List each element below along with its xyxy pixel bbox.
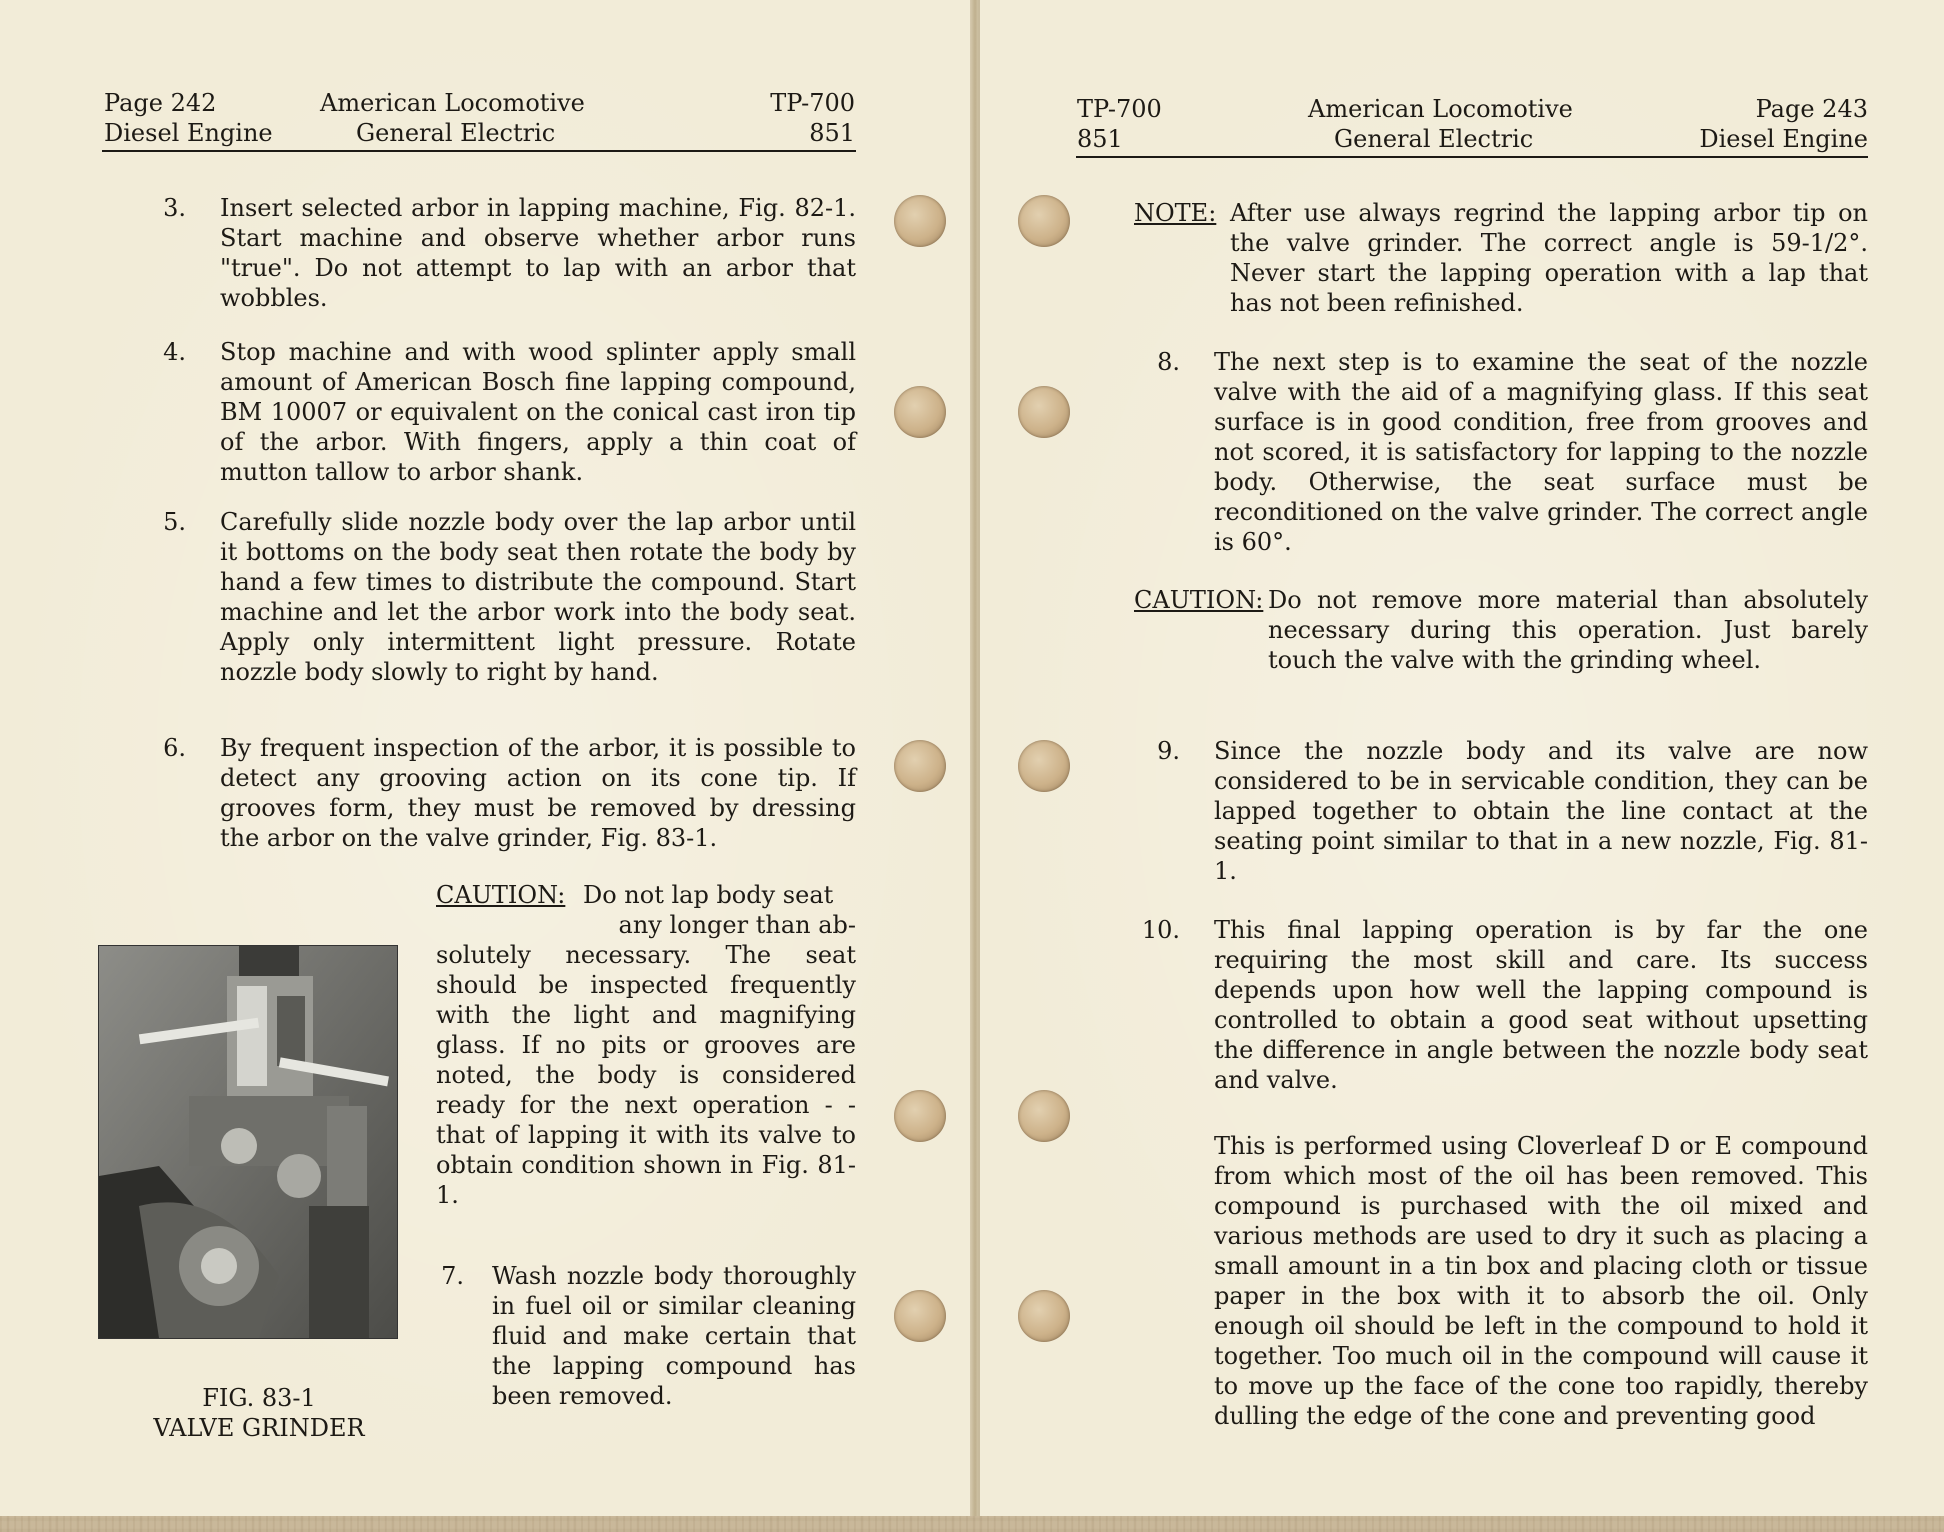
binder-hole xyxy=(894,740,946,792)
figure-caption xyxy=(98,1383,420,1443)
left-header-doc xyxy=(720,88,855,148)
caution-block xyxy=(436,880,856,1210)
item-text: Insert selected arbor in lapping machine, Fig. 82-1. Start machine and observe whether arbor runs "true". Do not attempt to lap with an arbor that wobbles. xyxy=(220,194,856,312)
valve-grinder-photo xyxy=(98,945,398,1339)
item-text: Since the nozzle body and its valve are now considered to be in servicable condition, they can be lapped together to obtain the line contact at the seating point similar to that in a new nozzle, Fig. 81-1. xyxy=(1214,737,1868,885)
header-rule xyxy=(1076,156,1868,158)
item-number: 3. xyxy=(163,194,186,222)
caution-text-line2: any longer than ab- xyxy=(618,911,856,939)
item-text: Stop machine and with wood splinter apply small amount of American Bosch fine lapping compound, BM 10007 or equivalent on the conical cast iron tip of the arbor. With fingers, apply a thin coat of mutton tallow to arbor shank. xyxy=(220,338,856,486)
item-text: The next step is to examine the seat of the nozzle valve with the aid of a magnifying glass. If this seat surface is in good condition, free from grooves and not scored, it is satisfactory for lapping to the nozzle body. Otherwise, the seat surface must be reconditioned on the valve grinder. The correct angle is 60°. xyxy=(1214,348,1868,556)
caution-label: CAUTION: xyxy=(1134,586,1264,614)
left-header-page xyxy=(104,88,273,148)
caution-text: solutely necessary. The seat should be inspected frequently with the light and magnifying glass. If no pits or grooves are noted, the body is considered ready for the next operation - - that of lapping it with its valve to obtain condition shown in Fig. 81-1. xyxy=(436,941,856,1209)
right-header-company xyxy=(1308,94,1573,154)
page-number: Page 242 xyxy=(104,89,217,117)
item-text: Wash nozzle body thoroughly in fuel oil or similar cleaning fluid and make certain that the lapping compound has been removed. xyxy=(492,1262,856,1410)
item-text: This final lapping operation is by far the one requiring the most skill and care. Its success depends upon how well the lapping compound is controlled to obtain a good seat without upsetting the difference in angle between the nozzle body seat and valve. xyxy=(1214,916,1868,1094)
paragraph-text: This is performed using Cloverleaf D or E compound from which most of the oil has been removed. This compound is purchased with the oil mixed and various methods are used to dry it such as placing a small amount in a tin box and placing cloth or tissue paper in the box with it to absorb the oil. Only enough oil should be left in the compound to hold it together. Too much oil in the compound will cause it to move up the face of the cone too rapidly, thereby dulling the edge of the cone and preventing good xyxy=(1214,1132,1868,1430)
item-number: 6. xyxy=(163,734,186,762)
right-header-page xyxy=(1620,94,1868,154)
company-name-2: General Electric xyxy=(1334,125,1534,153)
doc-code: TP-700 xyxy=(770,89,855,117)
item-number: 5. xyxy=(163,508,186,536)
item-text: By frequent inspection of the arbor, it is possible to detect any grooving action on its cone tip. If grooves form, they must be removed by dressing the arbor on the valve grinder, Fig. 83-1. xyxy=(220,734,856,852)
company-name: American Locomotive xyxy=(1308,95,1573,123)
left-header-company xyxy=(320,88,585,148)
note-label: NOTE: xyxy=(1134,199,1217,227)
item-number: 7. xyxy=(441,1262,464,1290)
binder-hole xyxy=(1018,740,1070,792)
section-title: Diesel Engine xyxy=(1699,125,1868,153)
caution-label: CAUTION: xyxy=(436,881,566,909)
note-text: After use always regrind the lapping arbor tip on the valve grinder. The correct angle is 59-1/2°. Never start the lapping operation with a lap that has not been refinished. xyxy=(1230,199,1868,317)
binder-hole xyxy=(894,1090,946,1142)
doc-code: TP-700 xyxy=(1077,95,1162,123)
left-page xyxy=(0,0,974,1516)
item-number: 4. xyxy=(163,338,186,366)
binder-hole xyxy=(1018,1290,1070,1342)
binder-hole xyxy=(1018,1090,1070,1142)
caution-text-first: Do not lap body seat xyxy=(582,881,834,909)
figure-title: VALVE GRINDER xyxy=(153,1414,365,1442)
binder-hole xyxy=(1018,386,1070,438)
binder-hole xyxy=(894,195,946,247)
section-title: Diesel Engine xyxy=(104,119,273,147)
binder-hole xyxy=(894,1290,946,1342)
binder-hole xyxy=(1018,195,1070,247)
right-page xyxy=(978,0,1944,1516)
item-number: 10. xyxy=(1141,916,1180,944)
item-number: 9. xyxy=(1157,737,1180,765)
doc-number: 851 xyxy=(809,119,855,147)
header-rule xyxy=(102,150,856,152)
company-name-2: General Electric xyxy=(356,119,556,147)
caution-text: Do not remove more material than absolutely necessary during this operation. Just barely touch the valve with the grinding wheel. xyxy=(1268,586,1868,674)
doc-number: 851 xyxy=(1077,125,1123,153)
figure-number: FIG. 83-1 xyxy=(202,1384,316,1412)
right-header-doc xyxy=(1077,94,1162,154)
item-number: 8. xyxy=(1157,348,1180,376)
page-number: Page 243 xyxy=(1755,95,1868,123)
company-name: American Locomotive xyxy=(320,89,585,117)
item-text: Carefully slide nozzle body over the lap arbor until it bottoms on the body seat then rotate the body by hand a few times to distribute the compound. Start machine and let the arbor work into the body seat. Apply only intermittent light pressure. Rotate nozzle body slowly to right by hand. xyxy=(220,508,856,686)
binder-hole xyxy=(894,386,946,438)
valve-grinder-image xyxy=(99,946,397,1338)
